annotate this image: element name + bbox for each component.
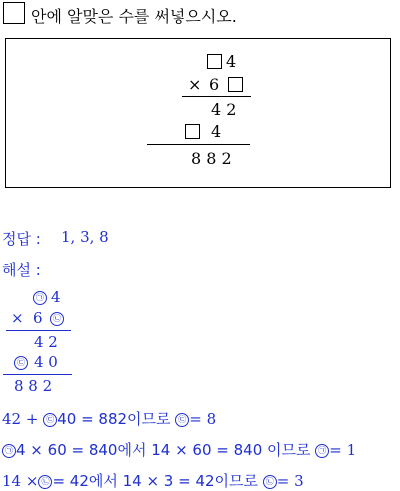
solution-rule-2 (3, 374, 72, 375)
answer-value: 1, 3, 8 (61, 228, 109, 246)
problem-rule-2 (147, 144, 250, 145)
solution-row2-digit: 6 (33, 309, 43, 327)
blank-box (207, 54, 222, 69)
circled-nieun: ㉡ (38, 475, 52, 489)
solution-times-sign: × (11, 309, 24, 327)
circled-nieun: ㉡ (50, 312, 64, 326)
solution-line-2: ㉠ 4 × 60 = 840에서 14 × 60 = 840 이므로 ㉠ = 1 (2, 439, 356, 460)
answer-label: 정답 : (2, 230, 41, 248)
solution-row4: 4 0 (34, 353, 58, 371)
answer-blank-box (3, 2, 25, 24)
circled-giyeok: ㉠ (315, 444, 329, 458)
solution-line-3: 14 × ㉡ = 42에서 14 × 3 = 42이므로 ㉡ = 3 (2, 472, 304, 490)
blank-box (228, 77, 243, 92)
circled-digeut: ㉢ (14, 356, 28, 370)
circled-digeut: ㉢ (175, 413, 189, 427)
solution-rule-1 (6, 330, 71, 331)
times-sign: × (188, 75, 202, 94)
solution-row3: 4 2 (34, 333, 58, 351)
problem-row1-digit: 4 (226, 52, 237, 71)
solution-label: 해설 : (2, 261, 41, 279)
question-title: 안에 알맞은 수를 써넣으시오. (31, 7, 237, 26)
circled-giyeok: ㉠ (2, 444, 16, 458)
solution-line-1: 42 + ㉢ 40 = 882이므로 ㉢ = 8 (2, 410, 217, 428)
problem-row2-digit: 6 (209, 75, 220, 94)
problem-row4-digit: 4 (211, 122, 222, 141)
solution-row1-digit: 4 (51, 288, 61, 306)
problem-rule-1 (182, 96, 251, 97)
solution-row5: 8 8 2 (14, 377, 53, 395)
problem-row5: 8 8 2 (191, 149, 232, 168)
circled-nieun: ㉡ (263, 475, 277, 489)
circled-digeut: ㉢ (43, 413, 57, 427)
blank-box (185, 124, 200, 139)
problem-row3: 4 2 (211, 100, 237, 119)
circled-giyeok: ㉠ (33, 291, 47, 305)
